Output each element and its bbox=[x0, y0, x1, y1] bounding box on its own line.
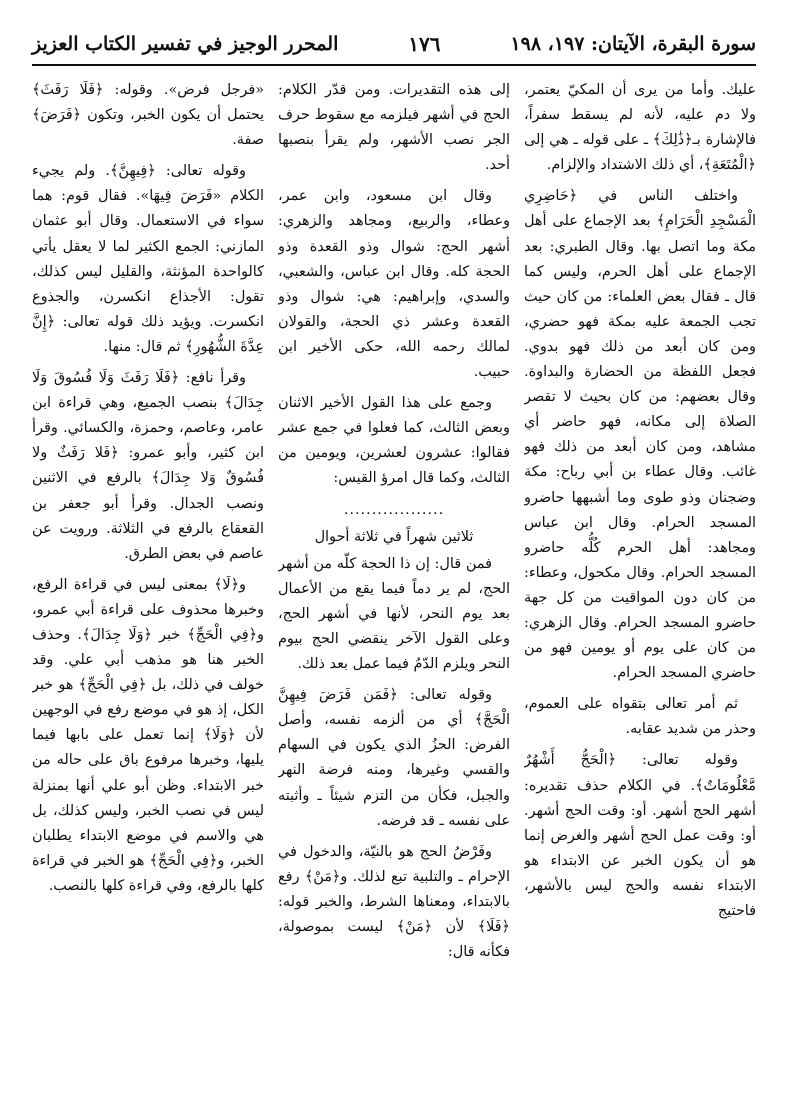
paragraph: وفَرْضُ الحج هو بالنيّة، والدخول في الإحرام ـ والتلبية تبع لذلك. و﴿مَنْ﴾ رفع بالابتداء، ومعناها الشرط، والخبر قوله: ﴿فَلَا﴾ لأن ﴿مَنْ﴾ ليست بموصولة، فكأنه قال: bbox=[278, 843, 510, 961]
paragraph: «فرجل فرض». وقوله: ﴿فَلَا رَفَثَ﴾ يحتمل أن يكون الخبر، وتكون ﴿فَرَضَ﴾ صفة. bbox=[32, 82, 264, 149]
paragraph: واختلف الناس في ﴿حَاضِرِي الْمَسْجِدِ الْحَرَامِ﴾ بعد الإجماع على أهل مكة وما اتصل بها. وقال الطبري: بعد الإجماع على أهل الحرم، وليس كما قال ـ فقال بعض العلماء: من كان حيث تجب الجمعة عليه بمكة فهو حضري، ومن كان أبعد من ذلك فهو بدوي. فجعل اللفظة من الحضارة والبداوة. وقال بعضهم: من كان بحيث لا تقصر الصلاة إلى مكانه، فهو حاضر أي مشاهد، ومن كان أبعد من ذلك فهو غائب. وقال عطاء بن أبي رباح: مكة وضجنان وذو طوى وما أشبهها حاضرو المسجد الحرام. وقال ابن عباس ومجاهد: أهل الحرم كُلُّه حاضرو المسجد الحرام. وقال مكحول، وعطاء: من كان دون المواقيت من كل جهة حاضرو المسجد الحرام. وقال الزهري: من كان على يوم أو يومين فهو من حاضري المسجد الحرام. bbox=[524, 188, 756, 682]
verse-line: ثلاثين شهراً في ثلاثة أحوال bbox=[314, 528, 474, 545]
book-title: المحرر الوجيز في تفسير الكتاب العزيز bbox=[32, 33, 339, 55]
paragraph: وجمع على هذا القول الأخير الاثنان وبعض الثالث، كما فعلوا في جمع عشر فقالوا: عشرون لعشرين، ويومين من الثالث، وكما قال امرؤ القيس: bbox=[278, 395, 510, 487]
paragraph: و﴿لَا﴾ بمعنى ليس في قراءة الرفع، وخبرها محذوف على قراءة أبي عمرو، و﴿فِي الْحَجِّ﴾ خبر ﴿وَلَا جِدَالَ﴾. وحذف الخبر هنا هو مذهب أبي علي. وقد خولف في ذلك، بل ﴿فِي الْحَجِّ﴾ هو خبر الكل، إذ هو في موضع رفع في الوجهين لأن ﴿وَلَا﴾ إنما تعمل على بابها فيما يليها، وخبرها مرفوع باق على حاله من خبر الابتداء. وظن أبو علي أنها بمنزلة ليس في نصب الخبر، وليس كذلك، بل هي والاسم في موضع الابتداء يطلبان الخبر، و﴿فِي الْحَجِّ﴾ هو الخبر في قراءة كلها بالرفع، وفي قراءة كلها بالنصب. bbox=[32, 576, 264, 894]
page-header bbox=[32, 26, 756, 62]
column-right bbox=[524, 78, 756, 1084]
paragraph: عليك. وأما من يرى أن المكيّ يعتمر، ولا دم عليه، لأنه لم يسقط سفراً، فالإشارة بـ﴿ذَٰلِكَ﴾ ـ على قوله ـ هي إلى ﴿الْمُتَعَةِ﴾، أي ذلك الاشتداد والإلزام. bbox=[524, 82, 756, 174]
paragraph: وقال ابن مسعود، وابن عمر، وعطاء، والربيع، ومجاهد والزهري: أشهر الحج: شوال وذو القعدة وذو الحجة كله. وقال ابن عباس، والشعبي، والسدي، وإبراهيم: هي: شوال وذو القعدة وعشر ذي الحجة، والقولان لمالك رحمه الله، حكى الأخير ابن حبيب. bbox=[278, 188, 510, 381]
paragraph: إلى هذه التقديرات. ومن قدّر الكلام: الحج في أشهر فيلزمه مع سقوط حرف الجر نصب الأشهر، ولم يقرأ بنصبها أحد. bbox=[278, 82, 510, 174]
paragraph: وقوله تعالى: ﴿فِيهِنَّ﴾. ولم يجيء الكلام «فَرَضَ فِيهَا». فقال قوم: هما سواء في الاستعمال. وقال أبو عثمان المازني: الجمع الكثير لما لا يعقل يأتي كالواحدة المؤنثة، والقليل ليس كذلك، تقول: الأجذاع انكسرن، والجذوع انكسرت. ويؤيد ذلك قوله تعالى: ﴿إِنَّ عِدَّةَ الشُّهُورِ﴾ ثم قال: منها. bbox=[32, 163, 264, 355]
verse-ellipsis: .................. bbox=[343, 501, 445, 518]
page-number: ١٧٦ bbox=[408, 32, 441, 56]
surah-heading: سورة البقرة، الآيتان: ١٩٧، ١٩٨ bbox=[510, 33, 756, 55]
column-left bbox=[32, 78, 264, 1084]
column-middle bbox=[278, 78, 510, 1084]
paragraph: وقوله تعالى: ﴿الْحَجُّ أَشْهُرٌ مَّعْلُومَاتٌ﴾. في الكلام حذف تقديره: أشهر الحج أشهر. أو: وقت الحج أشهر. أو: وقت عمل الحج أشهر والغرض إنما هو أن يكون الخبر عن الابتداء هو الابتداء نفسه والحج ليس بالأشهر، فاحتيج bbox=[524, 752, 756, 919]
paragraph: وقوله تعالى: ﴿فَمَن فَرَضَ فِيهِنَّ الْحَجَّ﴾ أي من ألزمه نفسه، وأصل الفرض: الحزُ الذي يكون في السهام والقسي وغيرها، ومنه فرضة النهر والجبل، فكأن من التزم شيئاً ـ وأثبته على نفسه ـ قد فرضه. bbox=[278, 687, 510, 829]
paragraph: وقرأ نافع: ﴿فَلَا رَفَثَ وَلَا فُسُوقَ وَلَا جِدَالَ﴾ بنصب الجميع، وهي قراءة ابن عامر، وعاصم، وحمزة، والكسائي. وقرأ ابن كثير، وأبو عمرو: ﴿فَلا رَفَثٌ ولا فُسُوقٌ وَلا جِدَالَ﴾ بالرفع في الاثنين ونصب الجدال. وقرأ أبو جعفر بن القعقاع بالرفع في الثلاثة. ورويت عن عاصم في بعض الطرق. bbox=[32, 370, 264, 562]
header-rule bbox=[32, 64, 756, 66]
text-columns bbox=[32, 78, 756, 1084]
paragraph: فمن قال: إن ذا الحجة كلّه من أشهر الحج، لم ير دماً فيما يقع من الأعمال بعد يوم النحر، لأنها في أشهر الحج، وعلى القول الآخر ينقضي الحج بيوم النحر ويلزم الدّمُ فيما عمل بعد ذلك. bbox=[278, 555, 510, 673]
paragraph: ثم أمر تعالى بتقواه على العموم، وحذر من شديد عقابه. bbox=[524, 696, 756, 738]
